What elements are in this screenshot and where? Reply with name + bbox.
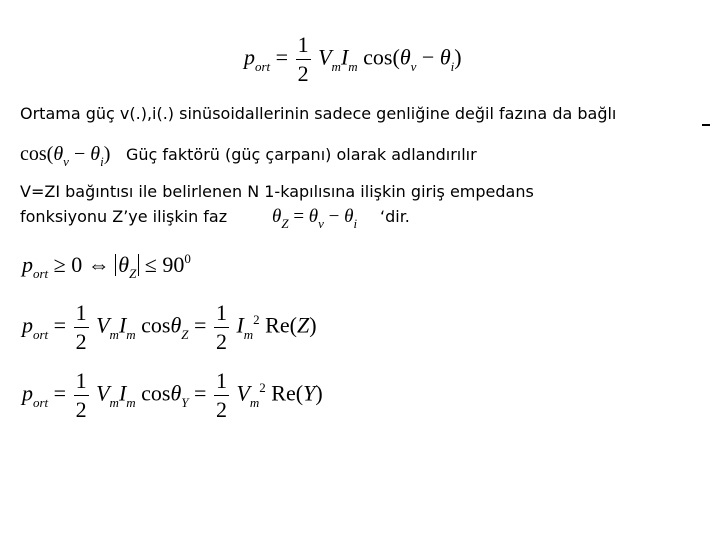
text-line-4b: ‘dir. [380, 207, 410, 226]
power-admittance-equation: $p_{ort}$ = $\frac{1}{2}$ $V_mI_m$ cosθ$_Y$ = $\frac{1}{2}$ $V_m^2$ Re(Y) [22, 368, 323, 422]
impedance-phase-expression: $\theta_Z = \theta_v - \theta_i$ [272, 206, 358, 231]
cursor-mark [702, 124, 710, 126]
text-line-2: Güç faktörü (güç çarpanı) olarak adlandırılır [126, 145, 477, 164]
power-sign-condition: $p_{ort} \ge 0$ ⇔ $\theta_Z \le 90^0$ [22, 251, 191, 281]
text-line-4a: fonksiyonu Z’ye ilişkin faz [20, 207, 228, 226]
average-power-equation: $p_{ort}$ = $\frac{1}{2}$ $V_mI_m$ $\cos(\theta_v - \theta_i)$ [244, 32, 462, 86]
power-factor-expression: $\cos(\theta_v - \theta_i)$ [20, 143, 111, 169]
power-impedance-equation: $p_{ort}$ = $\frac{1}{2}$ $V_mI_m$ cosθ$_Z$ = $\frac{1}{2}$ $I_m^2$ Re(Z) [22, 300, 317, 354]
text-line-1: Ortama güç v(.),i(.) sinüsoidallerinin sadece genliğine değil fazına da bağlı [20, 104, 617, 123]
text-line-3: V=ZI bağıntısı ile belirlenen N 1-kapılısına ilişkin giriş empedans [20, 182, 534, 201]
